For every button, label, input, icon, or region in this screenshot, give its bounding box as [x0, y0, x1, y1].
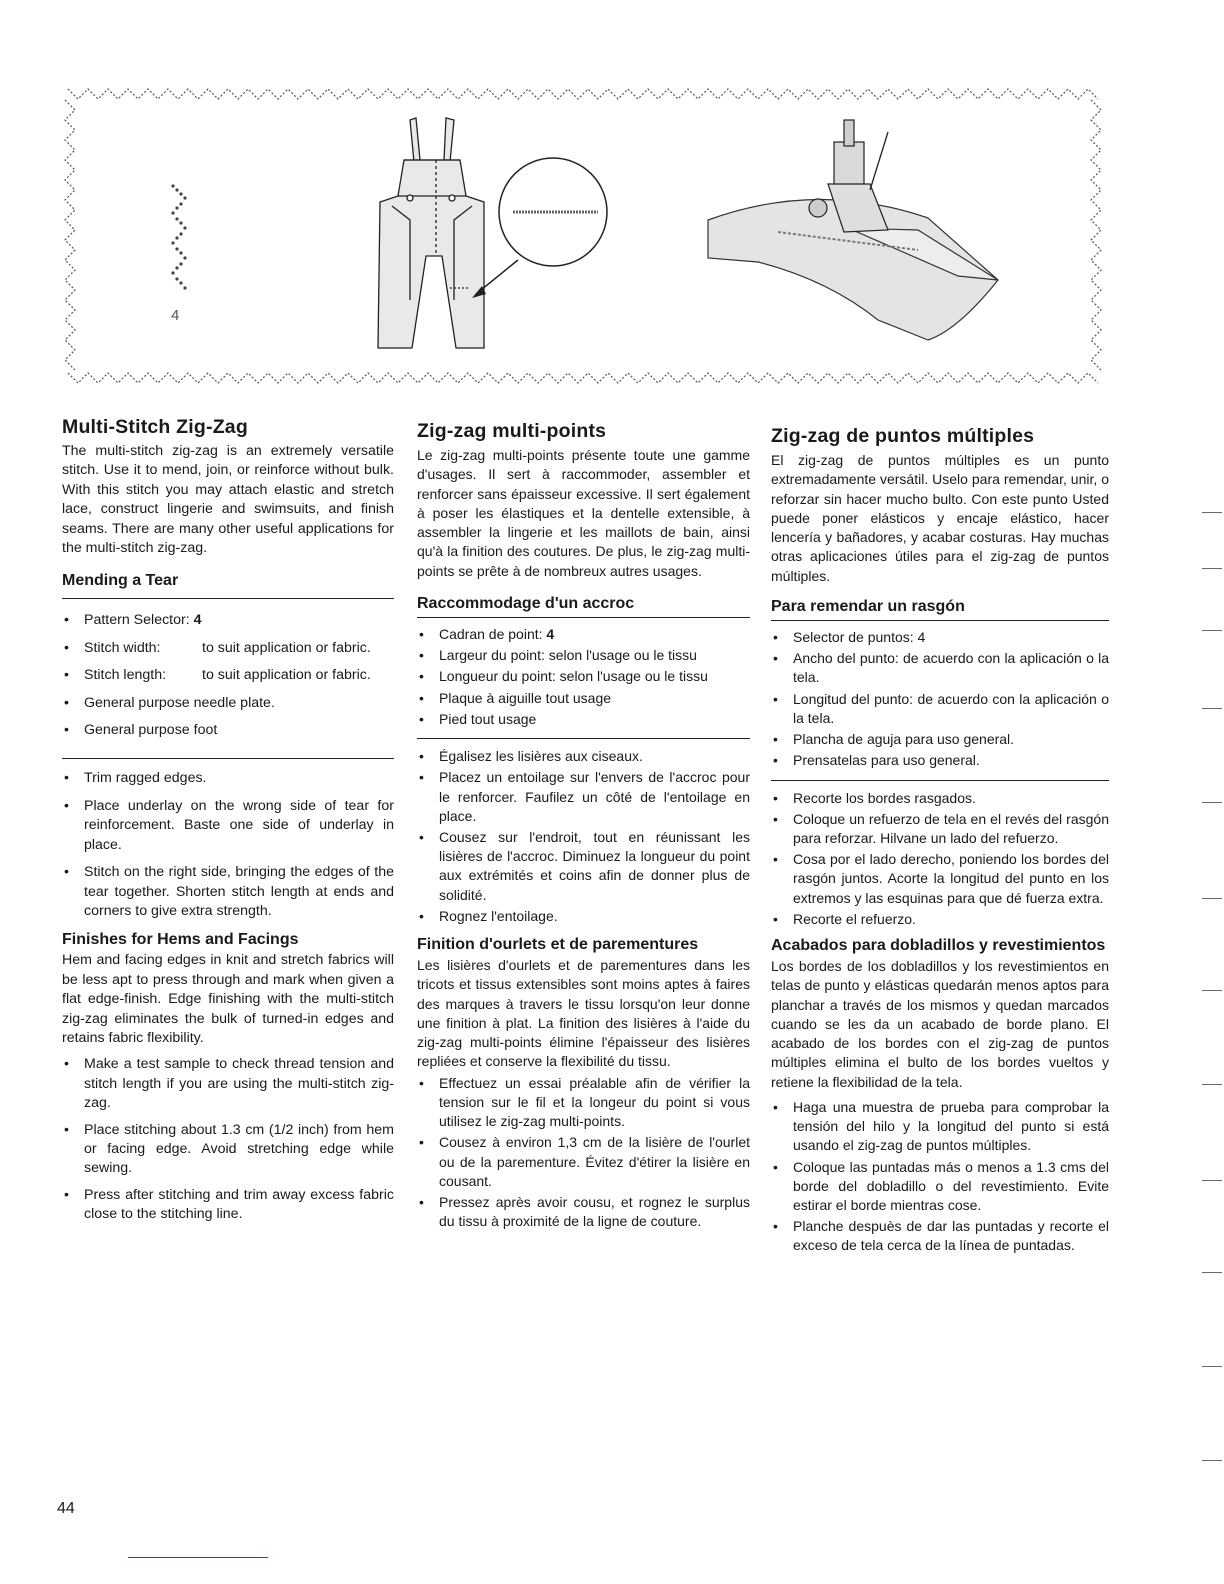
- list-item: • Selector de puntos: 4: [771, 628, 1109, 647]
- list-item: • Press after stitching and trim away excess fabric close to the stitching line.: [62, 1186, 394, 1225]
- english-column: [62, 416, 394, 1232]
- french-intro: Le zig-zag multi-points présente toute une gamme d'usages. Il sert à raccommoder, assembler et renforcer sans épaisseur excessive. Il sert également à poser les élastiques et la dentelle extensible, à assembler la lingerie et les maillots de bain, ainsi qu'à la finition des coutures. De plus, le zig-zag multi-points se prête à de nombreux autres usages.: [417, 447, 750, 579]
- stitch-pattern-sample: [171, 184, 186, 289]
- list-item: • Recorte los bordes rasgados.: [771, 789, 1109, 808]
- sewing-foot-drawing: [708, 120, 998, 340]
- magnifier-detail: [472, 158, 607, 298]
- french-column: [417, 416, 750, 1233]
- list-item: • Stitch on the right side, bringing the edges of the tear together. Shorten stitch length at ends and corners to give extra strength.: [62, 863, 394, 921]
- list-item: • Rognez l'entoilage.: [417, 907, 750, 926]
- english-settings-list: [62, 598, 394, 759]
- list-item: • Pied tout usage: [417, 710, 750, 729]
- french-title: Zig-zag multi-points: [417, 420, 607, 442]
- edge-tick: [1202, 512, 1222, 513]
- list-item: [417, 625, 750, 644]
- list-item: • General purpose foot: [62, 721, 394, 740]
- list-item: • Largeur du point: selon l'usage ou le tissu: [417, 646, 750, 665]
- edge-tick: [1202, 568, 1222, 569]
- setting-label: • Stitch length:: [84, 667, 167, 684]
- list-item: • Place underlay on the wrong side of tear for reinforcement. Baste one side of underlay in place.: [62, 797, 394, 855]
- spanish-settings-list: [771, 620, 1109, 780]
- spanish-hems-steps: [771, 1098, 1109, 1256]
- french-mending-steps: [417, 747, 750, 926]
- list-item: • Cosa por el lado derecho, poniendo los bordes del rasgón juntos. Acorte la longitud del punto en los extremos y las esquinas para que dé fuerza extra.: [771, 850, 1109, 908]
- list-item: • Longueur du point: selon l'usage ou le tissu: [417, 667, 750, 686]
- edge-tick: [1202, 802, 1222, 803]
- edge-tick: [1202, 1084, 1222, 1085]
- spanish-mending-heading: Para remendar un rasgón: [771, 598, 965, 616]
- list-item: • Placez un entoilage sur l'envers de l'accroc pour le renforcer. Faufilez un côté de l'entoilage en place.: [417, 768, 750, 826]
- scan-mark: [128, 1557, 268, 1558]
- french-settings-list: [417, 617, 750, 739]
- edge-tick: [1202, 708, 1222, 709]
- setting-label: Cadran de point:: [439, 626, 543, 643]
- french-hems-intro: Les lisières d'ourlets et de parementures dans les tricots et tissus extensibles sont moins aptes à faires des marques à travers le tissu lorsqu'on leur donne une finition à plat. La finition des lisières à l'aide du zig-zag multi-points élimine l'épaisseur des lisières repliées et conserve la flexibilité du tissu.: [417, 956, 750, 1070]
- english-intro: The multi-stitch zig-zag is an extremely versatile stitch. Use it to mend, join, or reinforce without bulk. With this stitch you may attach elastic and stretch lace, construct lingerie and swimsuits, and finish seams. There are many other useful applications for the multi-stitch zig-zag.: [62, 443, 394, 557]
- list-item: • Plaque à aiguille tout usage: [417, 689, 750, 708]
- list-item: • Recorte el refuerzo.: [771, 910, 1109, 929]
- edge-tick: [1202, 898, 1222, 899]
- list-item: • Plancha de aguja para uso general.: [771, 730, 1109, 749]
- english-mending-heading: Mending a Tear: [62, 572, 179, 590]
- english-mending-steps: [62, 769, 394, 921]
- setting-label: • Stitch width:: [84, 639, 161, 656]
- english-hems-intro: Hem and facing edges in knit and stretch fabrics will be less apt to press through and mark when given a flat edge-finish. Edge finishing with the multi-stitch zig-zag eliminates the bulk of turned-in edges and retains fabric flexibility.: [62, 952, 394, 1046]
- page-number: 44: [57, 1500, 75, 1517]
- edge-tick: [1202, 630, 1222, 631]
- list-item: • Coloque un refuerzo de tela en el revés del rasgón para reforzar. Hilvane un lado del refuerzo.: [771, 810, 1109, 848]
- list-item: • Planche despuès de dar las puntadas y recorte el exceso de tela cerca de la línea de puntadas.: [771, 1217, 1109, 1255]
- overalls-drawing: [378, 118, 484, 348]
- spanish-column: [771, 416, 1109, 1258]
- list-item: • Égalisez les lisières aux ciseaux.: [417, 747, 750, 766]
- list-item: • Place stitching about 1.3 cm (1/2 inch) from hem or facing edge. Avoid stretching edge while sewing.: [62, 1121, 394, 1179]
- edge-tick: [1202, 1272, 1222, 1273]
- list-item: • Trim ragged edges.: [62, 769, 394, 788]
- setting-value: to suit application or fabric.: [202, 667, 371, 684]
- spanish-mending-steps: [771, 789, 1109, 929]
- list-item: • Ancho del punto: de acuerdo con la aplicación o la tela.: [771, 649, 1109, 687]
- setting-value: 4: [193, 612, 202, 629]
- english-hems-heading: Finishes for Hems and Facings: [62, 931, 299, 949]
- setting-label: Pattern Selector:: [84, 612, 190, 629]
- list-item: • Pressez après avoir cousu, et rognez le surplus du tissu à proximité de la ligne de couture.: [417, 1193, 750, 1231]
- edge-tick: [1202, 1180, 1222, 1181]
- spanish-intro: El zig-zag de puntos múltiples es un punto extremadamente versátil. Uselo para remendar, unir, o reforzar sin hacer mucho bulto. Con este punto Usted puede poner elásticos y encaje elástico, hacer lencería y bañadores, y acabar costuras. Hay muchas otras aplicaciones útiles para el zig-zag de puntos múltiples.: [771, 452, 1109, 584]
- list-item: • Haga una muestra de prueba para comprobar la tensión del hilo y la longitud del punto si está usando el zig-zag de puntos múltiples.: [771, 1098, 1109, 1156]
- english-hems-steps: [62, 1055, 394, 1224]
- list-item: • Effectuez un essai préalable afin de vérifier la tension sur le fil et la longeur du point si vous utilisez le zig-zag multi-points.: [417, 1074, 750, 1132]
- french-hems-steps: [417, 1074, 750, 1232]
- stitch-number-label: 4: [171, 307, 180, 324]
- list-item: • Longitud del punto: de acuerdo con la aplicación o la tela.: [771, 690, 1109, 728]
- list-item: [62, 639, 394, 658]
- list-item: • Cousez à environ 1,3 cm de la lisière de l'ourlet ou de la parementure. Évitez d'étirer la lisière en cousant.: [417, 1133, 750, 1191]
- edge-tick: [1202, 1366, 1222, 1367]
- edge-tick: [1202, 990, 1222, 991]
- illustration-figure: [58, 80, 1108, 400]
- list-item: • Cousez sur l'endroit, tout en réunissant les lisières de l'accroc. Diminuez la longueur du point aux extrémités et coins afin de donner plus de solidité.: [417, 828, 750, 905]
- french-mending-heading: Raccommodage d'un accroc: [417, 595, 635, 613]
- list-item: • Make a test sample to check thread tension and stitch length if you are using the multi-stitch zig-zag.: [62, 1055, 394, 1113]
- french-hems-heading: Finition d'ourlets et de parementures: [417, 935, 699, 953]
- english-title: Multi-Stitch Zig-Zag: [62, 416, 248, 438]
- setting-value: to suit application or fabric.: [202, 639, 371, 656]
- spanish-hems-heading: Acabados para dobladillos y revestimientos: [771, 936, 1106, 954]
- list-item: • General purpose needle plate.: [62, 694, 394, 713]
- list-item: [62, 666, 394, 685]
- spanish-hems-intro: Los bordes de los dobladillos y los revestimientos en telas de punto y elásticas quedarán menos aptos para planchar a través de los mismos y quedan marcados cuando se les da un acabado de borde plano. El acabado de los bordes con el zig-zag de puntos múltiples elimina el bulto de los bordes vueltos y retiene la flexibilidad de la tela.: [771, 957, 1109, 1090]
- list-item: • Prensatelas para uso general.: [771, 751, 1109, 770]
- setting-value: 4: [546, 626, 555, 643]
- list-item: [62, 611, 394, 630]
- list-item: • Coloque las puntadas más o menos a 1.3 cms del borde del dobladillo o del revestimiento. Evite estirar el borde mientras cose.: [771, 1158, 1109, 1216]
- edge-tick: [1202, 1460, 1222, 1461]
- spanish-title: Zig-zag de puntos múltiples: [771, 425, 1035, 447]
